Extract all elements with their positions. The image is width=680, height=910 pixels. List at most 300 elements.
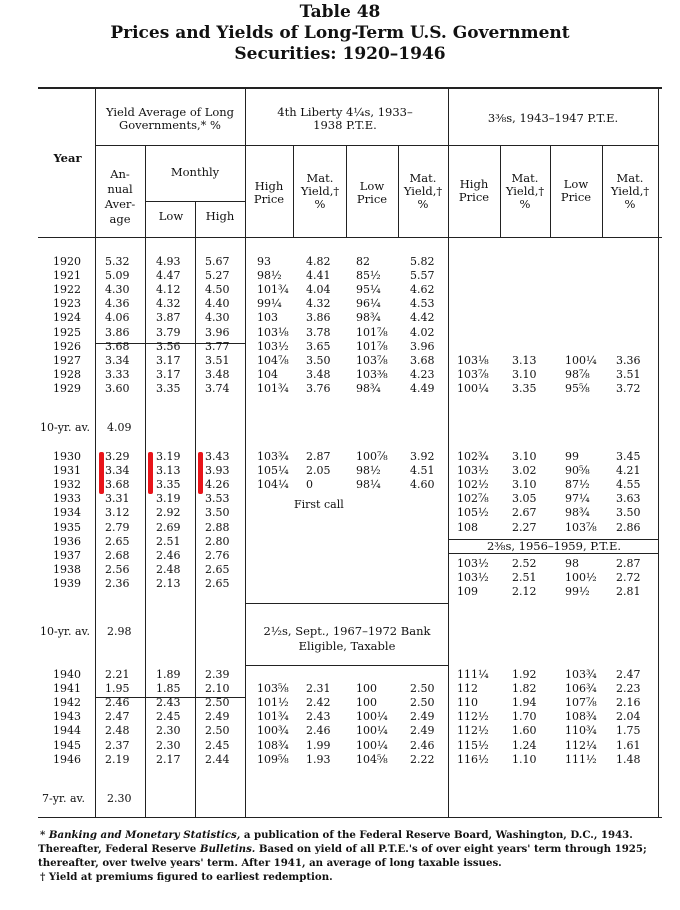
footnote-line2-b: Based on yield of all P.T.E.'s of over eight years' term through 1925; bbox=[255, 843, 647, 855]
bank-low-yield-cell-0: 2.50 bbox=[410, 682, 435, 696]
p343-high-price-cell-1: 103⅞ bbox=[457, 367, 489, 381]
col-sep-p343-2 bbox=[550, 145, 551, 237]
p212-low-price-cell-c-0: 103¾ bbox=[565, 668, 597, 681]
liberty-low-price-cell-7: 103⅞ bbox=[356, 353, 388, 367]
monthly-high-cell-b-9: 2.65 bbox=[205, 576, 230, 590]
bank-low-yield-cell-2: 2.49 bbox=[410, 710, 435, 724]
p343-low-yield-cell-0: 3.36 bbox=[616, 353, 641, 367]
p212-high-price-cell-c-3: 112½ bbox=[457, 710, 489, 724]
year-cell-c-0: 1940 bbox=[53, 668, 81, 681]
monthly-low-cell-b-8: 2.48 bbox=[156, 562, 181, 576]
p343-high-price-cell-b-1: 103½ bbox=[457, 464, 489, 478]
year-cell-b-2: 1932 bbox=[53, 478, 81, 492]
p212-high-price-cell-c-6: 116½ bbox=[457, 752, 489, 766]
p343-yield-cell-b-0: 3.10 bbox=[512, 450, 537, 463]
year-cell-2: 1922 bbox=[53, 283, 81, 297]
liberty-yield-cell-9: 3.76 bbox=[306, 381, 331, 395]
annual-cell-c-6: 2.19 bbox=[105, 752, 130, 766]
p343-low-yield-cell-b-0: 3.45 bbox=[616, 450, 641, 463]
annual-cell-7: 3.34 bbox=[105, 353, 130, 367]
annual-cell-b-1: 3.34 bbox=[105, 464, 130, 478]
p343-low-price-cell-2: 95⅝ bbox=[565, 381, 590, 395]
bank-high-price-cell-2: 101¾ bbox=[257, 710, 289, 724]
liberty-yield-cell-b-1: 2.05 bbox=[306, 464, 331, 478]
avg3-label: 7-yr. av. bbox=[42, 792, 85, 805]
annual-cell-4: 4.06 bbox=[105, 311, 130, 325]
monthly-low-cell-7: 3.17 bbox=[156, 353, 181, 367]
bank-low-price-cell-1: 100 bbox=[356, 696, 377, 710]
header-lib-mat-yield-low: Mat. Yield,† % bbox=[403, 171, 443, 211]
header-lib-mat-yield: Mat. Yield,† % bbox=[300, 171, 340, 211]
p212-high-price-cell-1: 103½ bbox=[457, 571, 489, 585]
liberty-low-price-cell-0: 82 bbox=[356, 255, 370, 268]
liberty-low-yield-cell-6: 3.96 bbox=[410, 339, 435, 353]
monthly-high-cell-b-1: 3.93 bbox=[205, 464, 230, 478]
p212-low-price-cell-1: 100½ bbox=[565, 571, 597, 585]
p212-low-yield-cell-c-1: 2.23 bbox=[616, 682, 641, 696]
table-subtitle: Securities: 1920–1946 bbox=[234, 44, 446, 64]
liberty-low-yield-cell-9: 4.49 bbox=[410, 381, 435, 395]
p343-low-yield-cell-b-1: 4.21 bbox=[616, 464, 641, 478]
avg2-value: 2.98 bbox=[107, 625, 132, 638]
bank-high-price-cell-4: 108¾ bbox=[257, 738, 289, 752]
monthly-high-cell-8: 3.48 bbox=[205, 367, 230, 381]
year-cell-5: 1925 bbox=[53, 325, 81, 339]
footnote-line4: † Yield at premiums figured to earliest redemption. bbox=[40, 871, 333, 883]
liberty-low-yield-cell-b-0: 3.92 bbox=[410, 450, 435, 463]
liberty-high-price-cell-1: 98½ bbox=[257, 269, 282, 283]
monthly-high-cell-7: 3.51 bbox=[205, 353, 230, 367]
liberty-low-price-cell-1: 85½ bbox=[356, 269, 381, 283]
p212-yield-cell-1: 2.51 bbox=[512, 571, 537, 585]
monthly-high-cell-c-1: 2.10 bbox=[205, 682, 230, 696]
annual-cell-b-9: 2.36 bbox=[105, 576, 130, 590]
monthly-high-cell-b-0: 3.43 bbox=[205, 450, 230, 463]
liberty-low-price-cell-5: 101⅞ bbox=[356, 325, 388, 339]
monthly-high-cell-6: 3.77 bbox=[205, 339, 230, 353]
monthly-high-cell-c-4: 2.50 bbox=[205, 724, 230, 738]
p212-high-price-cell-c-4: 112½ bbox=[457, 724, 489, 738]
annual-cell-c-0: 2.21 bbox=[105, 668, 130, 681]
monthly-low-cell-4: 3.87 bbox=[156, 311, 181, 325]
header-bottom-rule bbox=[38, 237, 662, 238]
liberty-yield-cell-0: 4.82 bbox=[306, 255, 331, 268]
p343-high-price-cell-b-2: 102½ bbox=[457, 478, 489, 492]
bank-high-price-cell-5: 109⅝ bbox=[257, 752, 289, 766]
annual-cell-b-8: 2.56 bbox=[105, 562, 130, 576]
liberty-low-yield-cell-7: 3.68 bbox=[410, 353, 435, 367]
annual-cell-b-2: 3.68 bbox=[105, 478, 130, 492]
col-sep-lib-2 bbox=[346, 145, 347, 237]
annual-cell-b-7: 2.68 bbox=[105, 548, 130, 562]
year-cell-6: 1926 bbox=[53, 339, 81, 353]
highlight-mark-annual bbox=[99, 452, 104, 494]
bank-yield-cell-3: 2.46 bbox=[306, 724, 331, 738]
year-cell-4: 1924 bbox=[53, 311, 81, 325]
monthly-low-cell-b-5: 2.69 bbox=[156, 520, 181, 534]
header-lib-high-price: High Price bbox=[253, 179, 285, 206]
liberty-yield-cell-6: 3.65 bbox=[306, 339, 331, 353]
p343-high-price-cell-b-0: 102¾ bbox=[457, 450, 489, 463]
p212-low-yield-cell-c-6: 1.48 bbox=[616, 752, 641, 766]
col-sep-lib-1 bbox=[293, 145, 294, 237]
liberty-high-price-cell-2: 101¾ bbox=[257, 283, 289, 297]
liberty-high-price-cell-9: 101¾ bbox=[257, 381, 289, 395]
monthly-low-cell-c-5: 2.30 bbox=[156, 738, 181, 752]
year-cell-b-3: 1933 bbox=[53, 492, 81, 506]
liberty-low-yield-cell-3: 4.53 bbox=[410, 297, 435, 311]
monthly-high-cell-0: 5.67 bbox=[205, 255, 230, 268]
col-sep-p343-3 bbox=[602, 145, 603, 237]
monthly-low-cell-3: 4.32 bbox=[156, 297, 181, 311]
right-subheader-rule bbox=[448, 145, 658, 146]
p212-high-price-cell-c-5: 115½ bbox=[457, 738, 489, 752]
p212-yield-cell-c-6: 1.10 bbox=[512, 752, 537, 766]
liberty-high-price-cell-6: 103½ bbox=[257, 339, 289, 353]
avg1-label: 10-yr. av. bbox=[40, 421, 90, 434]
monthly-low-cell-c-3: 2.45 bbox=[156, 710, 181, 724]
monthly-low-cell-c-1: 1.85 bbox=[156, 682, 181, 696]
avg1-value: 4.09 bbox=[107, 421, 132, 434]
col-sep-right bbox=[658, 88, 659, 817]
p212-low-price-cell-2: 99½ bbox=[565, 585, 590, 599]
p212-low-yield-cell-2: 2.81 bbox=[616, 585, 641, 599]
top-rule bbox=[38, 87, 662, 89]
p212-yield-cell-c-2: 1.94 bbox=[512, 696, 537, 710]
bank-low-price-cell-5: 104⅝ bbox=[356, 752, 388, 766]
year-cell-7: 1927 bbox=[53, 353, 81, 367]
p212-yield-cell-c-4: 1.60 bbox=[512, 724, 537, 738]
p343-low-yield-cell-b-2: 4.55 bbox=[616, 478, 641, 492]
bank-yield-cell-0: 2.31 bbox=[306, 682, 331, 696]
year-cell-c-2: 1942 bbox=[53, 696, 81, 710]
header-annual: An- nual Aver- age bbox=[104, 167, 136, 226]
bank-low-yield-cell-4: 2.46 bbox=[410, 738, 435, 752]
liberty-high-price-cell-7: 104⅞ bbox=[257, 353, 289, 367]
left-subheader-rule bbox=[95, 145, 245, 146]
p212-yield-cell-2: 2.12 bbox=[512, 585, 537, 599]
p212-low-price-cell-c-2: 107⅞ bbox=[565, 696, 597, 710]
footnote-line1 bbox=[40, 829, 660, 842]
year-cell-b-1: 1931 bbox=[53, 464, 81, 478]
liberty-low-yield-cell-b-2: 4.60 bbox=[410, 478, 435, 492]
bank-low-yield-cell-5: 2.22 bbox=[410, 752, 435, 766]
liberty-high-price-cell-5: 103⅛ bbox=[257, 325, 289, 339]
col-sep-liberty-group bbox=[448, 88, 449, 817]
p343-yield-cell-2: 3.35 bbox=[512, 381, 537, 395]
monthly-high-cell-c-0: 2.39 bbox=[205, 668, 230, 681]
p212-high-price-cell-0: 103½ bbox=[457, 557, 489, 570]
liberty-low-price-cell-b-2: 98¼ bbox=[356, 478, 381, 492]
p343-yield-cell-b-3: 3.05 bbox=[512, 492, 537, 506]
monthly-low-cell-b-1: 3.13 bbox=[156, 464, 181, 478]
monthly-low-cell-c-2: 2.43 bbox=[156, 696, 181, 710]
col-sep-year bbox=[95, 88, 96, 817]
liberty-yield-cell-3: 4.32 bbox=[306, 297, 331, 311]
year-cell-c-3: 1943 bbox=[53, 710, 81, 724]
annual-cell-c-1: 1.95 bbox=[105, 682, 130, 696]
p343-high-price-cell-0: 103⅛ bbox=[457, 353, 489, 367]
p212-low-yield-cell-c-5: 1.61 bbox=[616, 738, 641, 752]
footnote-bulletins: Bulletins. bbox=[199, 843, 256, 855]
liberty-high-price-cell-0: 93 bbox=[257, 255, 271, 268]
liberty-low-price-cell-4: 98¾ bbox=[356, 311, 381, 325]
bank-high-price-cell-1: 101½ bbox=[257, 696, 289, 710]
bank-yield-cell-2: 2.43 bbox=[306, 710, 331, 724]
col-sep-low bbox=[195, 201, 196, 817]
p343-low-price-cell-b-0: 99 bbox=[565, 450, 579, 463]
bank-yield-cell-1: 2.42 bbox=[306, 696, 331, 710]
bank-yield-cell-4: 1.99 bbox=[306, 738, 331, 752]
footnote-line2-a: Thereafter, Federal Reserve bbox=[38, 843, 200, 855]
p343-low-price-cell-0: 100¼ bbox=[565, 353, 597, 367]
highlight-mark-high bbox=[198, 452, 203, 494]
annual-cell-b-3: 3.31 bbox=[105, 492, 130, 506]
monthly-low-cell-c-6: 2.17 bbox=[156, 752, 181, 766]
p343-high-price-cell-2: 100¼ bbox=[457, 381, 489, 395]
footnote-source: Banking and Monetary Statistics, bbox=[48, 829, 241, 841]
liberty-yield-cell-2: 4.04 bbox=[306, 283, 331, 297]
p343-yield-cell-1: 3.10 bbox=[512, 367, 537, 381]
monthly-low-cell-b-2: 3.35 bbox=[156, 478, 181, 492]
liberty-low-price-cell-b-1: 98½ bbox=[356, 464, 381, 478]
p212-yield-cell-c-1: 1.82 bbox=[512, 682, 537, 696]
bank-low-yield-cell-3: 2.49 bbox=[410, 724, 435, 738]
p343-high-price-cell-b-3: 102⅞ bbox=[457, 492, 489, 506]
header-year: Year bbox=[53, 151, 82, 165]
bank-low-price-cell-2: 100¼ bbox=[356, 710, 388, 724]
annual-cell-c-5: 2.37 bbox=[105, 738, 130, 752]
annual-cell-1: 5.09 bbox=[105, 269, 130, 283]
monthly-low-cell-b-6: 2.51 bbox=[156, 534, 181, 548]
table-title: Prices and Yields of Long-Term U.S. Government bbox=[110, 23, 570, 43]
p212-low-yield-cell-c-3: 2.04 bbox=[616, 710, 641, 724]
p212-low-yield-cell-c-0: 2.47 bbox=[616, 668, 641, 681]
monthly-low-cell-c-0: 1.89 bbox=[156, 668, 181, 681]
table-number: Table 48 bbox=[299, 2, 381, 22]
bank-low-yield-cell-1: 2.50 bbox=[410, 696, 435, 710]
monthly-low-cell-1: 4.47 bbox=[156, 269, 181, 283]
p212-low-price-cell-c-6: 111½ bbox=[565, 752, 597, 766]
monthly-high-cell-b-3: 3.53 bbox=[205, 492, 230, 506]
year-cell-b-9: 1939 bbox=[53, 576, 81, 590]
first-call-note: First call bbox=[294, 498, 344, 511]
p343-low-yield-cell-1: 3.51 bbox=[616, 367, 641, 381]
liberty-low-price-cell-9: 98¾ bbox=[356, 381, 381, 395]
monthly-high-cell-1: 5.27 bbox=[205, 269, 230, 283]
liberty-high-price-cell-b-2: 104¼ bbox=[257, 478, 289, 492]
year-cell-c-5: 1945 bbox=[53, 738, 81, 752]
p343-low-yield-cell-b-3: 3.63 bbox=[616, 492, 641, 506]
liberty-yield-cell-b-2: 0 bbox=[306, 478, 313, 492]
liberty-yield-cell-8: 3.48 bbox=[306, 367, 331, 381]
avg2-label: 10-yr. av. bbox=[40, 625, 90, 638]
monthly-low-cell-b-7: 2.46 bbox=[156, 548, 181, 562]
header-lib-low-price: Low Price bbox=[356, 179, 388, 206]
liberty-high-price-cell-8: 104 bbox=[257, 367, 278, 381]
year-cell-b-6: 1936 bbox=[53, 534, 81, 548]
p212-yield-cell-0: 2.52 bbox=[512, 557, 537, 570]
bank-low-price-cell-4: 100¼ bbox=[356, 738, 388, 752]
bank-high-price-cell-3: 100¾ bbox=[257, 724, 289, 738]
year-cell-9: 1929 bbox=[53, 381, 81, 395]
year-cell-b-4: 1934 bbox=[53, 506, 81, 520]
year-cell-0: 1920 bbox=[53, 255, 81, 268]
monthly-high-cell-b-8: 2.65 bbox=[205, 562, 230, 576]
monthly-high-cell-4: 4.30 bbox=[205, 311, 230, 325]
monthly-high-cell-b-5: 2.88 bbox=[205, 520, 230, 534]
annual-cell-b-5: 2.79 bbox=[105, 520, 130, 534]
p343-yield-cell-b-1: 3.02 bbox=[512, 464, 537, 478]
p212-high-price-cell-c-1: 112 bbox=[457, 682, 478, 696]
liberty-low-price-cell-8: 103⅜ bbox=[356, 367, 388, 381]
p212-yield-cell-c-0: 1.92 bbox=[512, 668, 537, 681]
p212-yield-cell-c-5: 1.24 bbox=[512, 738, 537, 752]
bank-yield-cell-5: 1.93 bbox=[306, 752, 331, 766]
liberty-yield-cell-4: 3.86 bbox=[306, 311, 331, 325]
p212-low-yield-cell-c-4: 1.75 bbox=[616, 724, 641, 738]
monthly-high-cell-c-2: 2.50 bbox=[205, 696, 230, 710]
p343-low-yield-cell-b-4: 3.50 bbox=[616, 506, 641, 520]
header-bank-group: 2½s, Sept., 1967–1972 Bank Eligible, Taxable bbox=[263, 624, 431, 653]
header-monthly: Monthly bbox=[170, 165, 220, 179]
liberty-low-price-cell-3: 96¼ bbox=[356, 297, 381, 311]
liberty-high-price-cell-b-0: 103¾ bbox=[257, 450, 289, 463]
monthly-high-cell-b-4: 3.50 bbox=[205, 506, 230, 520]
p343-yield-cell-b-4: 2.67 bbox=[512, 506, 537, 520]
year-cell-b-7: 1937 bbox=[53, 548, 81, 562]
bank-header-bottom-rule bbox=[245, 665, 448, 666]
col-sep-yield-group bbox=[245, 88, 246, 817]
liberty-low-yield-cell-8: 4.23 bbox=[410, 367, 435, 381]
monthly-low-cell-c-4: 2.30 bbox=[156, 724, 181, 738]
liberty-yield-cell-5: 3.78 bbox=[306, 325, 331, 339]
p212-low-price-cell-0: 98 bbox=[565, 557, 579, 570]
p212-low-yield-cell-1: 2.72 bbox=[616, 571, 641, 585]
p212-high-price-cell-2: 109 bbox=[457, 585, 478, 599]
monthly-low-cell-2: 4.12 bbox=[156, 283, 181, 297]
header-yield-group: Yield Average of Long Governments,* % bbox=[105, 105, 235, 132]
liberty-low-price-cell-6: 101⅞ bbox=[356, 339, 388, 353]
bank-top-rule bbox=[245, 603, 448, 604]
footnote-star: * bbox=[40, 829, 46, 841]
monthly-high-cell-c-6: 2.44 bbox=[205, 752, 230, 766]
bank-low-price-cell-0: 100 bbox=[356, 682, 377, 696]
monthly-low-cell-9: 3.35 bbox=[156, 381, 181, 395]
annual-cell-6: 3.68 bbox=[105, 339, 130, 353]
liberty-high-price-cell-3: 99¼ bbox=[257, 297, 282, 311]
p212-low-price-cell-c-3: 108¾ bbox=[565, 710, 597, 724]
monthly-low-cell-b-4: 2.92 bbox=[156, 506, 181, 520]
year-cell-b-5: 1935 bbox=[53, 520, 81, 534]
p343-low-price-cell-b-3: 97¼ bbox=[565, 492, 590, 506]
liberty-low-yield-cell-2: 4.62 bbox=[410, 283, 435, 297]
footnote-line1-rest: a publication of the Federal Reserve Board, Washington, D.C., 1943. bbox=[240, 829, 633, 841]
header-p343-low-price: Low Price bbox=[560, 177, 592, 204]
monthly-low-cell-8: 3.17 bbox=[156, 367, 181, 381]
monthly-low-cell-b-3: 3.19 bbox=[156, 492, 181, 506]
liberty-low-price-cell-2: 95¼ bbox=[356, 283, 381, 297]
year-cell-c-6: 1946 bbox=[53, 752, 81, 766]
header-p212-group: 2⅜s, 1956–1959, P.T.E. bbox=[486, 539, 622, 553]
p343-low-price-cell-b-5: 103⅞ bbox=[565, 520, 597, 534]
header-low: Low bbox=[158, 209, 184, 223]
p343-low-price-cell-b-1: 90⅝ bbox=[565, 464, 590, 478]
p212-low-price-cell-c-5: 112¼ bbox=[565, 738, 597, 752]
year-cell-3: 1923 bbox=[53, 297, 81, 311]
p212-low-yield-cell-c-2: 2.16 bbox=[616, 696, 641, 710]
annual-cell-b-6: 2.65 bbox=[105, 534, 130, 548]
year-cell-c-1: 1941 bbox=[53, 682, 81, 696]
liberty-yield-cell-b-0: 2.87 bbox=[306, 450, 331, 463]
monthly-low-cell-b-0: 3.19 bbox=[156, 450, 181, 463]
liberty-yield-cell-7: 3.50 bbox=[306, 353, 331, 367]
p343-low-price-cell-b-2: 87½ bbox=[565, 478, 590, 492]
p343-high-price-cell-b-4: 105½ bbox=[457, 506, 489, 520]
year-cell-8: 1928 bbox=[53, 367, 81, 381]
liberty-low-yield-cell-4: 4.42 bbox=[410, 311, 435, 325]
annual-cell-8: 3.33 bbox=[105, 367, 130, 381]
monthly-high-cell-2: 4.50 bbox=[205, 283, 230, 297]
p343-low-price-cell-1: 98⅞ bbox=[565, 367, 590, 381]
monthly-high-cell-c-5: 2.45 bbox=[205, 738, 230, 752]
bank-low-price-cell-3: 100¼ bbox=[356, 724, 388, 738]
highlight-mark-low bbox=[148, 452, 153, 494]
annual-cell-5: 3.86 bbox=[105, 325, 130, 339]
header-p343-mat-yield: Mat. Yield,† % bbox=[505, 171, 545, 211]
liberty-low-yield-cell-1: 5.57 bbox=[410, 269, 435, 283]
year-cell-b-8: 1938 bbox=[53, 562, 81, 576]
monthly-high-cell-c-3: 2.49 bbox=[205, 710, 230, 724]
p343-yield-cell-0: 3.13 bbox=[512, 353, 537, 367]
monthly-high-cell-5: 3.96 bbox=[205, 325, 230, 339]
p343-low-yield-cell-b-5: 2.86 bbox=[616, 520, 641, 534]
monthly-high-cell-b-2: 4.26 bbox=[205, 478, 230, 492]
annual-cell-3: 4.36 bbox=[105, 297, 130, 311]
p343-yield-cell-b-2: 3.10 bbox=[512, 478, 537, 492]
annual-cell-2: 4.30 bbox=[105, 283, 130, 297]
year-cell-1: 1921 bbox=[53, 269, 81, 283]
footnote-line3: thereafter, over twelve years' term. After 1941, an average of long taxable issues. bbox=[38, 857, 502, 869]
annual-cell-c-4: 2.48 bbox=[105, 724, 130, 738]
monthly-low-cell-0: 4.93 bbox=[156, 255, 181, 268]
header-liberty-group: 4th Liberty 4¼s, 1933–1938 P.T.E. bbox=[277, 105, 413, 132]
header-p343-high-price: High Price bbox=[458, 177, 490, 204]
p343-yield-cell-b-5: 2.27 bbox=[512, 520, 537, 534]
annual-cell-9: 3.60 bbox=[105, 381, 130, 395]
monthly-high-cell-3: 4.40 bbox=[205, 297, 230, 311]
liberty-low-yield-cell-b-1: 4.51 bbox=[410, 464, 435, 478]
header-p343-mat-yield-low: Mat. Yield,† % bbox=[610, 171, 650, 211]
monthly-low-cell-6: 3.56 bbox=[156, 339, 181, 353]
p212-yield-cell-c-3: 1.70 bbox=[512, 710, 537, 724]
p343-low-price-cell-b-4: 98¾ bbox=[565, 506, 590, 520]
col-sep-annual bbox=[145, 145, 146, 817]
liberty-low-price-cell-b-0: 100⅞ bbox=[356, 450, 388, 463]
header-p343-group: 3⅜s, 1943–1947 P.T.E. bbox=[487, 111, 619, 125]
annual-cell-0: 5.32 bbox=[105, 255, 130, 268]
p343-high-price-cell-b-5: 108 bbox=[457, 520, 478, 534]
annual-cell-b-0: 3.29 bbox=[105, 450, 130, 463]
annual-cell-b-4: 3.12 bbox=[105, 506, 130, 520]
liberty-low-yield-cell-0: 5.82 bbox=[410, 255, 435, 268]
monthly-high-cell-b-7: 2.76 bbox=[205, 548, 230, 562]
p212-high-price-cell-c-0: 111¼ bbox=[457, 668, 489, 681]
liberty-low-yield-cell-5: 4.02 bbox=[410, 325, 435, 339]
annual-cell-c-2: 2.46 bbox=[105, 696, 130, 710]
p212-low-price-cell-c-1: 106¾ bbox=[565, 682, 597, 696]
liberty-yield-cell-1: 4.41 bbox=[306, 269, 331, 283]
